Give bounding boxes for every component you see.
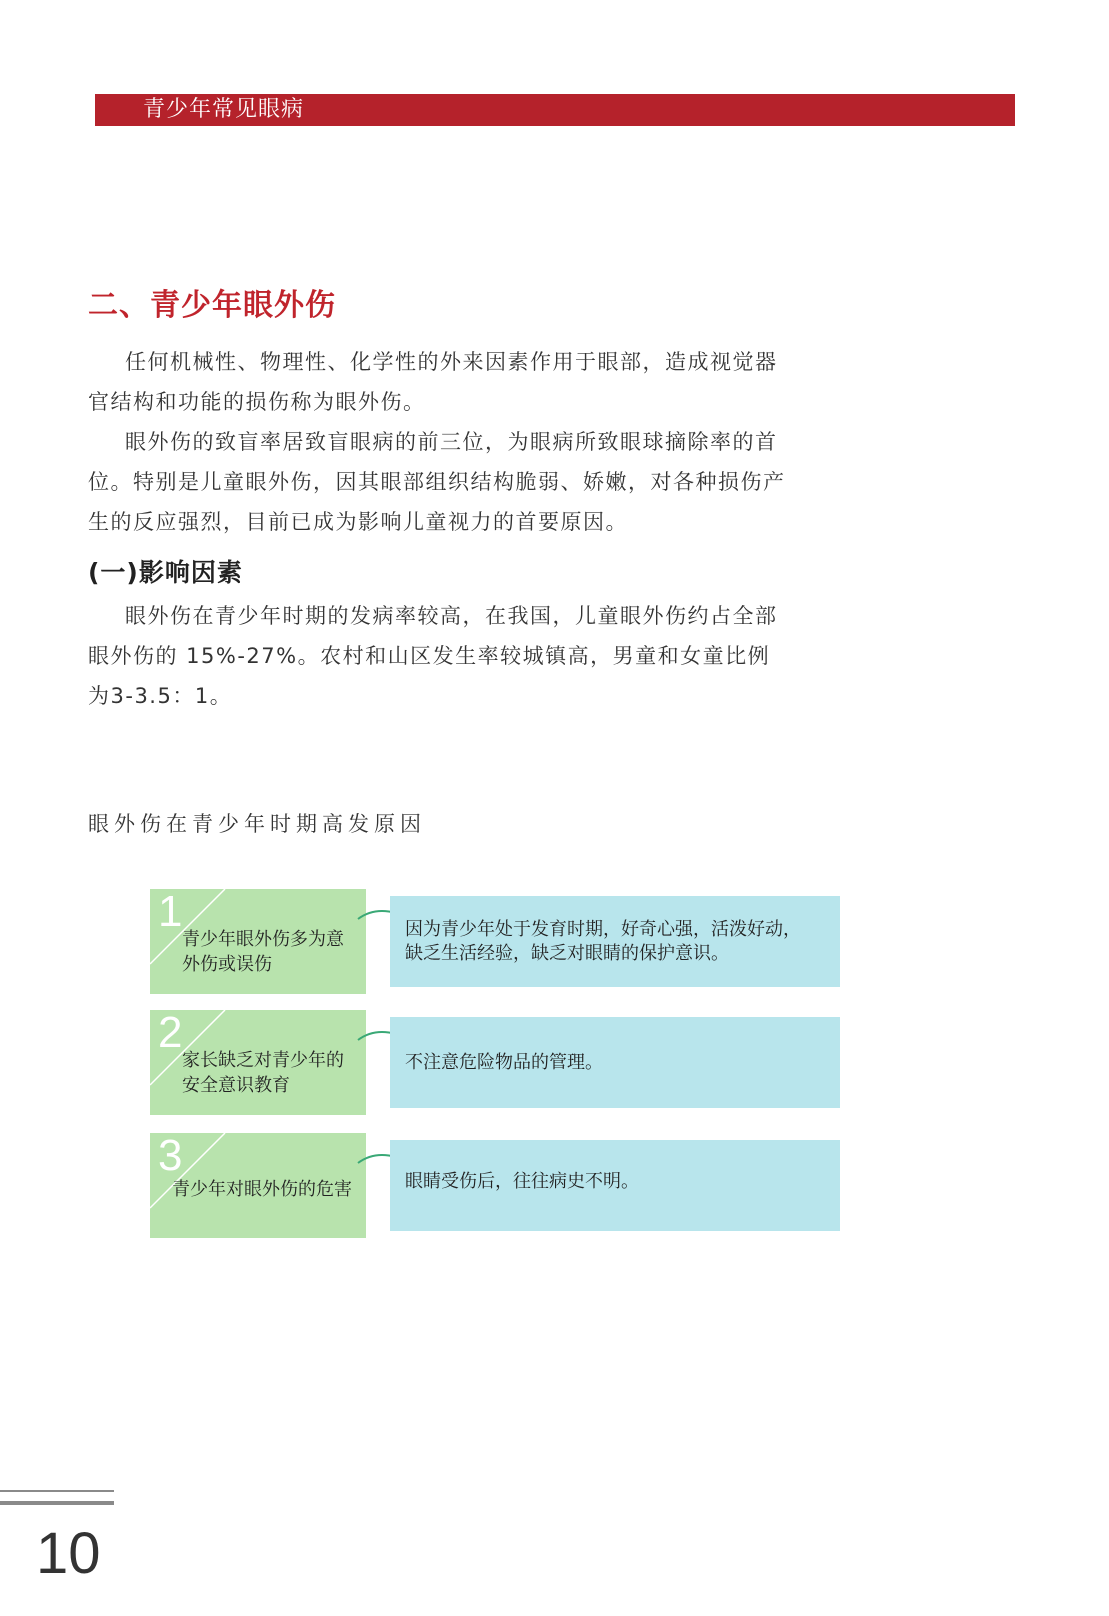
cause-text-1-line-1: 青少年眼外伤多为意 [182,929,344,950]
cause-text-2-line-1: 家长缺乏对青少年的 [182,1050,344,1071]
diagram-caption: 眼外伤在青少年时期高发原因 [88,812,426,836]
subsection-title: (一)影响因素 [88,558,243,587]
section-title: 二、青少年眼外伤 [88,288,336,323]
effect-box-1 [390,896,840,987]
cause-text-3-line-1: 青少年对眼外伤的危害 [172,1179,352,1200]
header-bar [95,94,1015,126]
footer-rule [0,1490,114,1505]
cause-box-3 [150,1133,366,1238]
item-number-1: 1 [158,889,183,936]
item-number-3: 3 [158,1133,183,1180]
header-title: 青少年常见眼病 [143,97,305,122]
cause-box-2 [150,1010,366,1115]
paragraph-incidence: 眼外伤在青少年时期的发病率较高，在我国，儿童眼外伤约占全部眼外伤的 15%-27%。农村和山区发生率较城镇高，男童和女童比例为3-3.5：1。 [88,604,778,708]
effect-text-2-line-1: 不注意危险物品的管理。 [405,1052,603,1073]
effect-box-3 [390,1140,840,1231]
effect-box-2 [390,1017,840,1108]
cause-text-1-line-2: 外伤或误伤 [182,954,272,975]
paragraph-blindness-rate: 眼外伤的致盲率居致盲眼病的前三位，为眼病所致眼球摘除率的首位。特别是儿童眼外伤，因其眼部组织结构脆弱、娇嫩，对各种损伤产生的反应强烈，目前已成为影响儿童视力的首要原因。 [88,430,786,534]
item-number-2: 2 [158,1010,183,1057]
cause-text-2-line-2: 安全意识教育 [182,1075,290,1096]
effect-text-3-line-1: 眼睛受伤后，往往病史不明。 [405,1171,639,1192]
paragraph-definition: 任何机械性、物理性、化学性的外来因素作用于眼部，造成视觉器官结构和功能的损伤称为眼外伤。 [88,350,778,414]
effect-text-1-line-1: 因为青少年处于发育时期，好奇心强，活泼好动， [405,919,801,940]
page-number: 10 [36,1521,101,1586]
effect-text-1-line-2: 缺乏生活经验，缺乏对眼睛的保护意识。 [405,943,729,964]
cause-box-1 [150,889,366,994]
